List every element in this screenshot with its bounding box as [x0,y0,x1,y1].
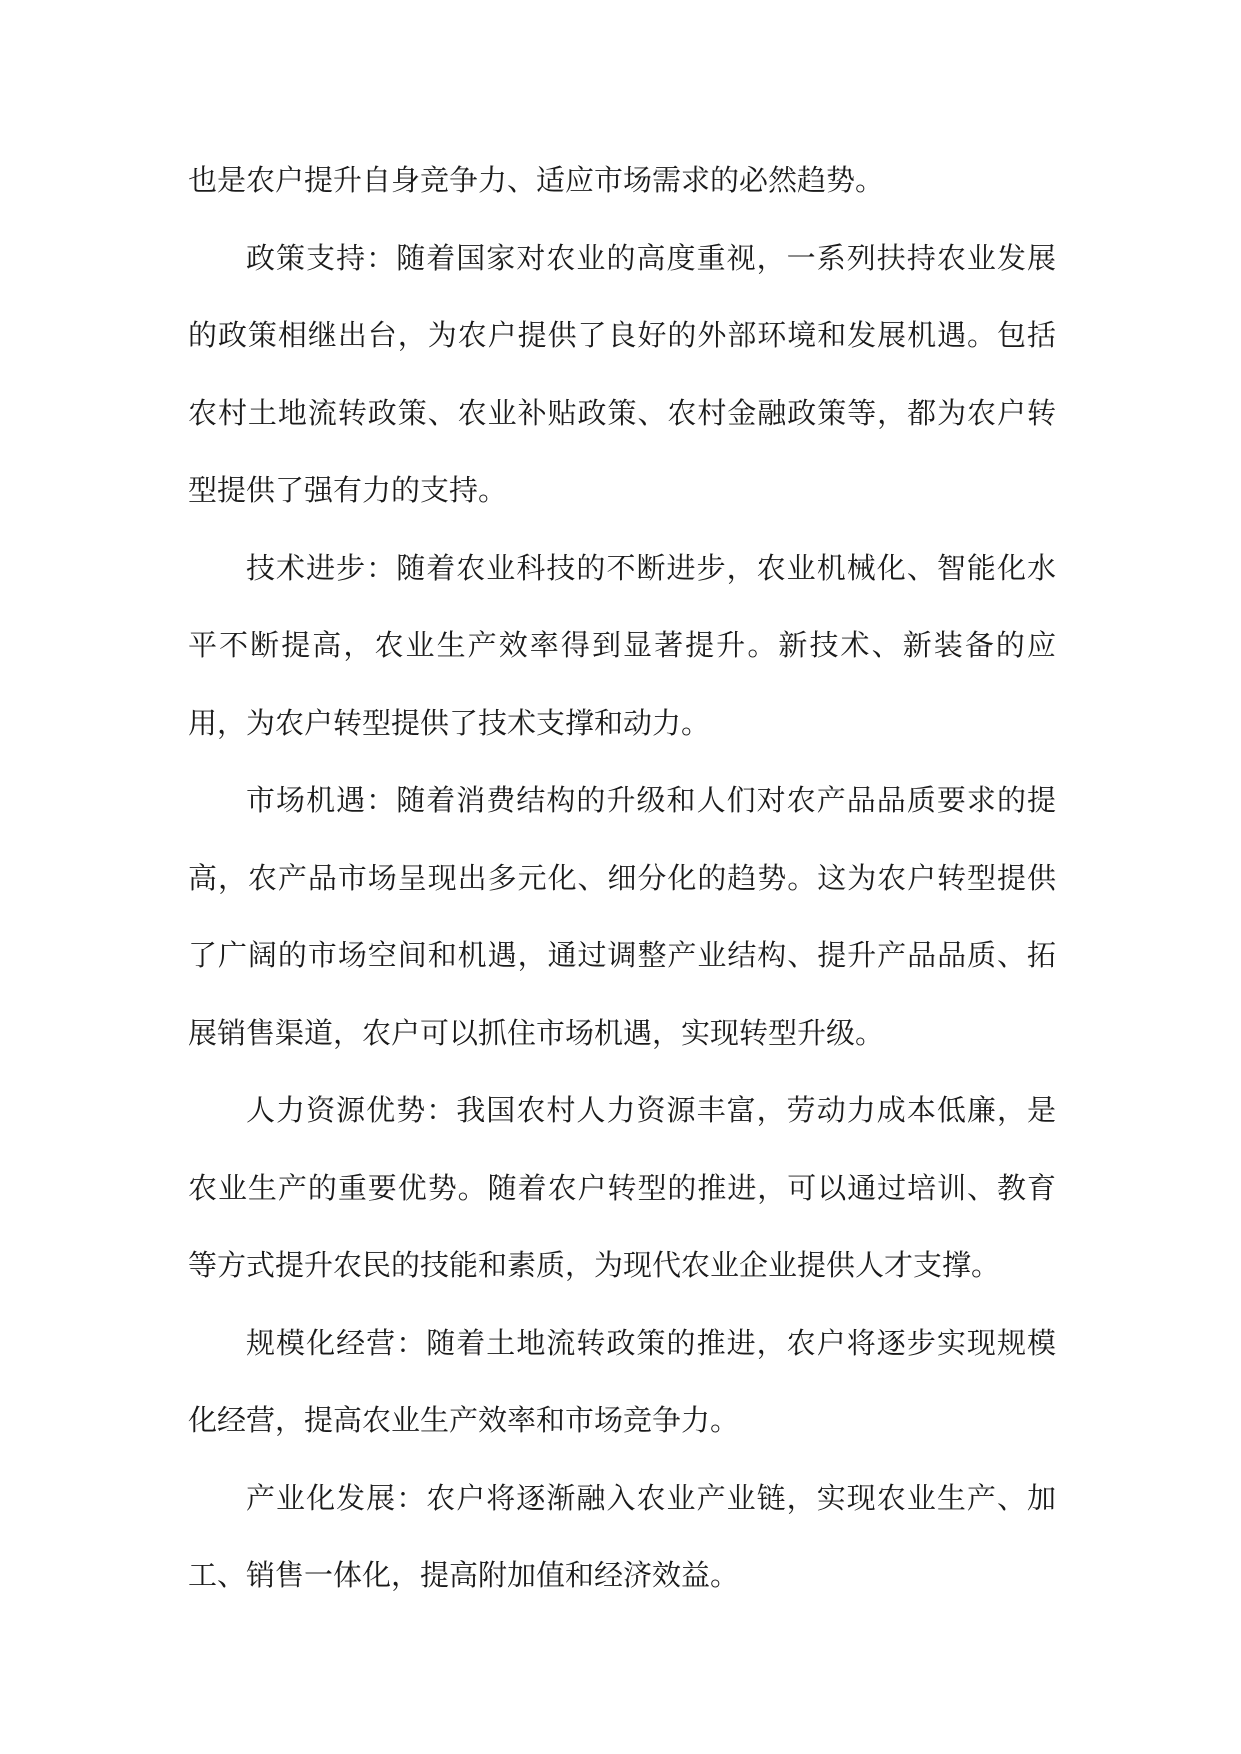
paragraph-market-opportunity: 市场机遇：随着消费结构的升级和人们对农产品品质要求的提高，农产品市场呈现出多元化、细分化的趋势。这为农户转型提供了广阔的市场空间和机遇，通过调整产业结构、提升产品品质、拓展销售渠道，农户可以抓住市场机遇，实现转型升级。 [188,783,1056,1050]
paragraph-technology-progress: 技术进步：随着农业科技的不断进步，农业机械化、智能化水平不断提高，农业生产效率得到显著提升。新技术、新装备的应用，为农户转型提供了技术支撑和动力。 [188,550,1056,740]
paragraph-policy-support: 政策支持：随着国家对农业的高度重视，一系列扶持农业发展的政策相继出台，为农户提供了良好的外部环境和发展机遇。包括农村土地流转政策、农业补贴政策、农村金融政策等，都为农户转型提供了强有力的支持。 [188,240,1056,507]
paragraph-human-resources: 人力资源优势：我国农村人力资源丰富，劳动力成本低廉，是农业生产的重要优势。随着农户转型的推进，可以通过培训、教育等方式提升农民的技能和素质，为现代农业企业提供人才支撑。 [188,1093,1056,1282]
paragraph-continuation: 也是农户提升自身竞争力、适应市场需求的必然趋势。 [188,163,885,197]
paragraph-scale-operation: 规模化经营：随着土地流转政策的推进，农户将逐步实现规模化经营，提高农业生产效率和市场竞争力。 [188,1325,1056,1437]
document-body [188,142,1056,1615]
paragraph-industrialization: 产业化发展：农户将逐渐融入农业产业链，实现农业生产、加工、销售一体化，提高附加值和经济效益。 [188,1480,1056,1592]
